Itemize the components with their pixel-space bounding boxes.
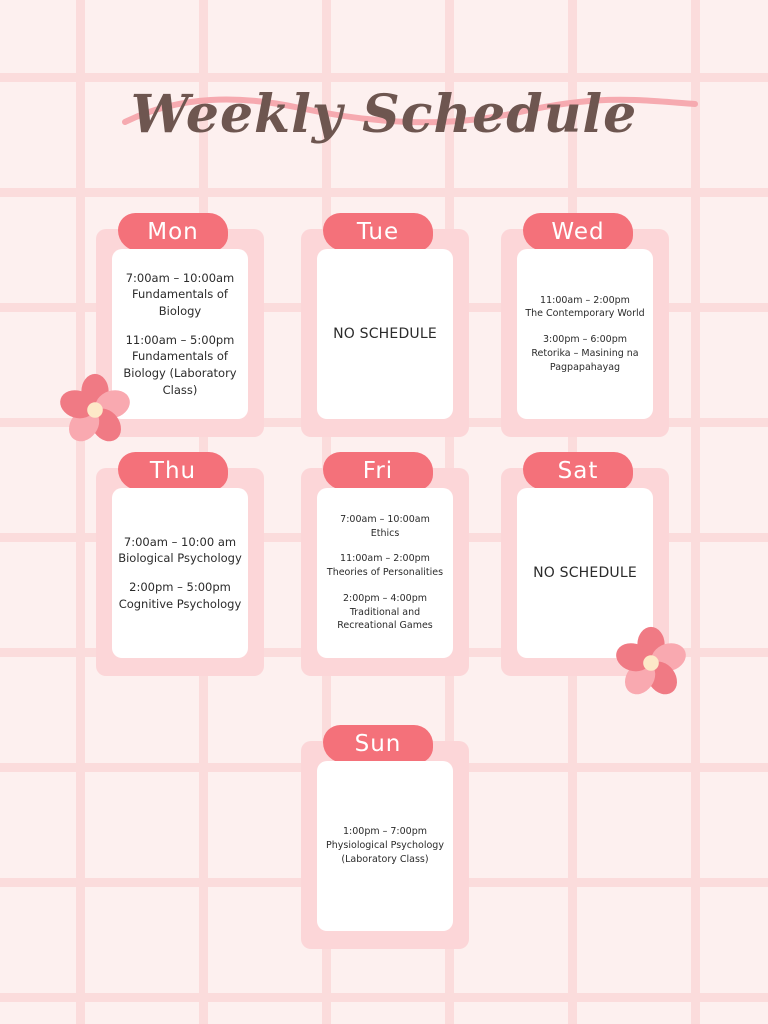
entry-time: 2:00pm – 5:00pm — [129, 580, 231, 594]
title-area — [0, 70, 768, 170]
schedule-entry — [323, 825, 447, 866]
day-label: Mon — [118, 213, 228, 251]
day-label: Wed — [523, 213, 633, 251]
schedule-entry — [118, 332, 242, 399]
schedule-entry — [525, 294, 644, 322]
flower-icon — [56, 371, 134, 449]
entry-subject: Theories of Personalities — [326, 567, 444, 579]
entry-time: 2:00pm – 4:00pm — [342, 592, 428, 604]
schedule-entry — [323, 592, 447, 633]
entry-time: 7:00am – 10:00am — [125, 270, 235, 285]
day-card-tue — [301, 219, 469, 437]
entry-subject: Ethics — [370, 527, 400, 539]
day-label: Sat — [523, 452, 633, 490]
schedule-body — [317, 249, 453, 419]
entry-subject: Fundamentals of Biology — [132, 287, 228, 318]
day-card-fri — [301, 458, 469, 676]
schedule-entry — [523, 333, 647, 374]
entry-subject: Traditional and Recreational Games — [337, 606, 433, 632]
entry-subject: Physiological Psychology (Laboratory Class) — [326, 840, 444, 865]
schedule-body — [317, 488, 453, 658]
schedule-entry — [327, 552, 443, 580]
day-card-sun — [301, 731, 469, 949]
entry-time: 11:00am – 5:00pm — [125, 332, 235, 347]
schedule-entry — [340, 513, 430, 541]
entry-subject: The Contemporary World — [525, 308, 645, 320]
entry-subject: Retorika – Masining na Pagpapahayag — [531, 347, 639, 373]
schedule-entry — [118, 270, 242, 320]
no-schedule-text: NO SCHEDULE — [333, 326, 437, 342]
entry-time: 7:00am – 10:00 am — [123, 534, 237, 549]
day-label: Sun — [323, 725, 433, 763]
no-schedule-text: NO SCHEDULE — [533, 565, 637, 581]
schedule-entry — [119, 579, 242, 612]
day-card-wed — [501, 219, 669, 437]
schedule-body — [112, 488, 248, 658]
day-label: Tue — [323, 213, 433, 251]
entry-subject: Fundamentals of Biology (Laboratory Class) — [123, 349, 237, 397]
entry-time: 1:00pm – 7:00pm — [342, 826, 428, 838]
day-label: Thu — [118, 452, 228, 490]
entry-time: 3:00pm – 6:00pm — [542, 334, 628, 346]
day-label: Fri — [323, 452, 433, 490]
entry-time: 11:00am – 2:00pm — [540, 294, 630, 306]
day-card-thu — [96, 458, 264, 676]
schedule-body — [317, 761, 453, 931]
entry-subject: Cognitive Psychology — [118, 596, 242, 611]
entry-subject: Biological Psychology — [118, 551, 242, 566]
page-title: Weekly Schedule — [130, 84, 638, 145]
schedule-body — [517, 249, 653, 419]
entry-time: 11:00am – 2:00pm — [340, 553, 430, 565]
entry-time: 7:00am – 10:00am — [340, 513, 430, 525]
schedule-entry — [118, 534, 242, 567]
flower-icon — [612, 624, 690, 702]
